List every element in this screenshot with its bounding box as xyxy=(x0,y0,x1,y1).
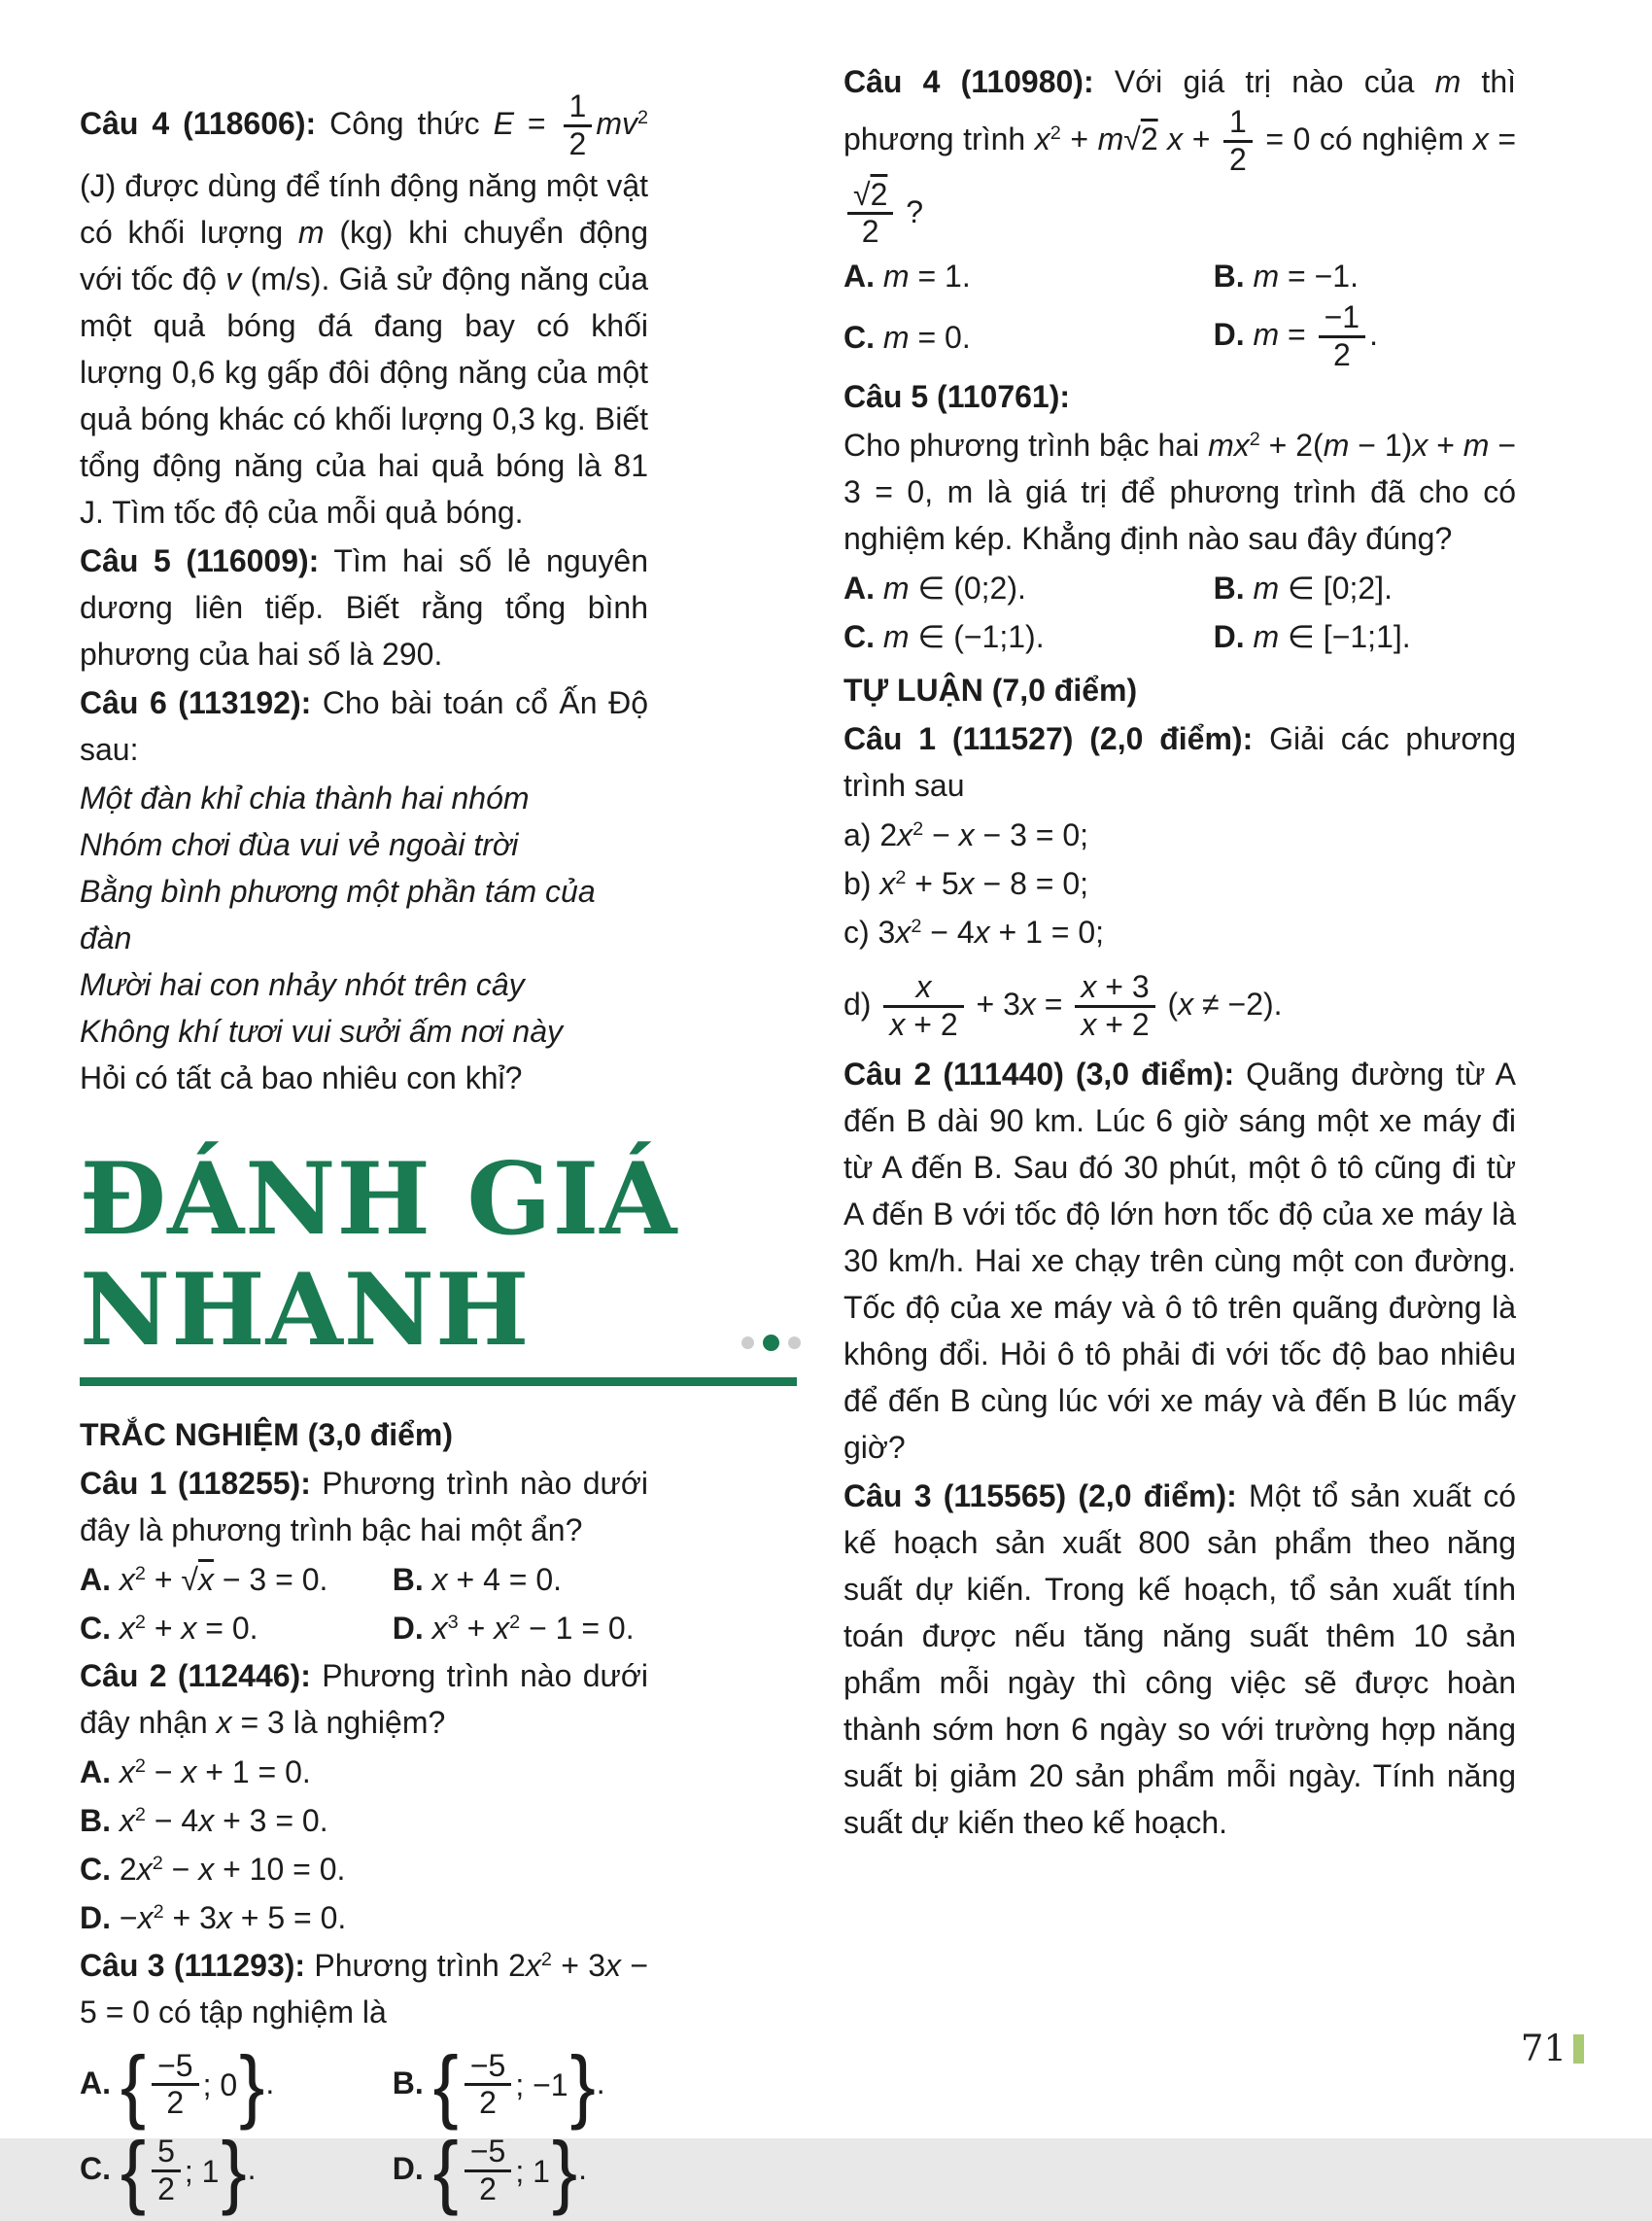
question-paragraph: Câu 2 (111440) (3,0 điểm): Quãng đường từ A đến B dài 90 km. Lúc 6 giờ sáng một xe máy đi từ A đến B. Sau đó 30 phút, một ô tô cũng đi từ A đến B với tốc độ lớn hơn tốc độ của xe máy là 30 km/h. Hai xe chạy trên cùng một con đường. Tốc độ của xe máy và ô tô trên quãng đường là không đổi. Hỏi ô tô phải đi với tốc độ bao nhiêu để đến B cùng lúc với xe máy và đến B lúc mấy giờ? xyxy=(843,1056,1516,1465)
equation-item: a) $2x^2 - x - 3 = 0$; xyxy=(843,816,1089,852)
answer-option: C. $2x^2 - x + 10 = 0$. xyxy=(80,1851,346,1887)
question-paragraph: Câu 5 (116009): Tìm hai số lẻ nguyên dương liên tiếp. Biết rằng tổng bình phương của hai số là 290. xyxy=(80,542,649,672)
dot-icon xyxy=(741,1336,754,1349)
answer-option: B. $x^2 - 4x + 3 = 0$. xyxy=(80,1802,328,1838)
answer-option: D. m ∈ [−1;1]. xyxy=(1213,618,1411,654)
answer-option: B. m ∈ [0;2]. xyxy=(1213,570,1393,606)
answer-options-row xyxy=(80,2038,648,2132)
page-number: 71 xyxy=(1520,2028,1566,2069)
answer-option: A. $x^2 - x + 1 = 0$. xyxy=(80,1753,311,1789)
answer-option: D. $x^3 + x^2 - 1 = 0$. xyxy=(392,1610,635,1646)
section-heading: TỰ LUẬN (7,0 điểm) xyxy=(843,672,1138,708)
poem-line: Nhóm chơi đùa vui vẻ ngoài trời xyxy=(80,826,519,862)
answer-option: A. $x^2 + √x - 3 = 0$. xyxy=(80,1561,328,1597)
text-line: Hỏi có tất cả bao nhiêu con khỉ? xyxy=(80,1059,523,1095)
page-number-marker-icon xyxy=(1573,2034,1584,2064)
poem-line: Không khí tươi vui sưởi ấm nơi này xyxy=(80,1013,564,1049)
decorative-dots xyxy=(733,1335,801,1351)
answer-option: D. { $\frac{-5}{2}$ ; 1 } . xyxy=(392,2124,587,2217)
answer-option: A. m = 1. xyxy=(843,259,971,295)
equation-item: d) $\frac{x}{x + 2}$ + 3x = $\frac{x + 3}{x + 2}$ (x ≠ −2). xyxy=(843,968,1283,1042)
question-paragraph: Câu 5 (110761): xyxy=(843,378,1071,414)
question-paragraph: Câu 6 (113192): Cho bài toán cổ Ấn Độ sau: xyxy=(80,684,649,767)
dot-icon xyxy=(788,1336,801,1349)
question-paragraph: Câu 4 (110980): Với giá trị nào của m thì phương trình $x^2 + m√2$ x + $\frac{1}{2}$ = 0 có nghiệm x = $\frac{√2}{2}$ ? xyxy=(843,64,1517,250)
answer-option: D. $-x^2 + 3x + 5 = 0$. xyxy=(80,1899,347,1935)
assessment-title xyxy=(80,1140,797,1386)
equation-item: c) $3x^2 - 4x + 1 = 0$; xyxy=(843,914,1105,950)
section-heading: TRẮC NGHIỆM (3,0 điểm) xyxy=(80,1416,454,1452)
answer-option: D. m = $\frac{-1}{2}$ . xyxy=(1213,299,1378,373)
answer-option: A. m ∈ (0;2). xyxy=(843,570,1026,606)
answer-option: C. m = 0. xyxy=(843,319,971,355)
answer-options-row xyxy=(80,2124,648,2217)
question-paragraph: Câu 2 (112446): Phương trình nào dưới đây nhận x = 3 là nghiệm? xyxy=(80,1657,649,1740)
answer-options-row xyxy=(843,300,1516,373)
answer-option: B. x + 4 = 0. xyxy=(392,1561,563,1597)
dot-icon xyxy=(763,1335,779,1351)
left-column xyxy=(80,88,678,2221)
answer-options-row xyxy=(80,1555,648,1604)
assessment-title-line: NHANH xyxy=(80,1251,531,1369)
answer-option: C. $x^2 + x = 0$. xyxy=(80,1610,258,1646)
poem-line: Bằng bình phương một phần tám của đàn xyxy=(80,873,596,955)
answer-option: B. m = −1. xyxy=(1213,259,1359,295)
equation-item: b) $x^2 + 5x - 8 = 0$; xyxy=(843,865,1089,901)
question-paragraph: Câu 3 (115565) (2,0 điểm): Một tổ sản xuất có kế hoạch sản xuất 800 sản phẩm theo năng suất dự kiến. Trong kế hoạch, tổ sản xuất tính toán được nếu tăng năng suất thêm 10 sản phẩm mỗi ngày thì công việc sẽ được hoàn thành sớm hơn 6 ngày so với trường hợp năng suất bị giảm 20 sản phẩm mỗi ngày. Tính năng suất dự kiến theo kế hoạch. xyxy=(843,1477,1517,1840)
answer-option: A. { $\frac{-5}{2}$ ; 0 } . xyxy=(80,2038,275,2132)
answer-options-row xyxy=(80,1604,648,1652)
answer-options-row xyxy=(843,252,1516,300)
answer-options-row xyxy=(843,612,1516,661)
poem-line: Một đàn khỉ chia thành hai nhóm xyxy=(80,780,530,816)
question-paragraph: Câu 1 (118255): Phương trình nào dưới đây là phương trình bậc hai một ẩn? xyxy=(80,1465,649,1547)
question-paragraph: Câu 1 (111527) (2,0 điểm): Giải các phương trình sau xyxy=(843,720,1517,803)
assessment-title-line: ĐÁNH GIÁ xyxy=(80,1140,678,1258)
page-footer xyxy=(1428,2028,1584,2069)
answer-option: B. { $\frac{-5}{2}$ ; −1 } . xyxy=(392,2038,605,2132)
poem-line: Mười hai con nhảy nhót trên cây xyxy=(80,966,525,1002)
right-column xyxy=(843,58,1516,1848)
answer-option: C. { $\frac{5}{2}$ ; 1 } . xyxy=(80,2124,257,2217)
title-underline xyxy=(80,1377,797,1386)
answer-options-row xyxy=(843,564,1516,612)
question-paragraph: Câu 3 (111293): Phương trình $2x^2 + 3x - 5 = 0$ có tập nghiệm là xyxy=(80,1947,649,2030)
answer-option: C. m ∈ (−1;1). xyxy=(843,618,1045,654)
question-paragraph: Cho phương trình bậc hai $mx^2 + 2(m - 1)x + m - 3 = 0$, m là giá trị để phương trình đã cho có nghiệm kép. Khẳng định nào sau đây đúng? xyxy=(843,427,1517,556)
question-paragraph: Câu 4 (118606): Công thức E = $\frac{1}{2}$ $mv^2$ (J) được dùng để tính động năng một vật có khối lượng m (kg) khi chuyển động với tốc độ v (m/s). Giả sử động năng của một quả bóng đá đang bay có khối lượng 0,6 kg gấp đôi động năng của một quả bóng khác có khối lượng 0,3 kg. Biết tổng động năng của hai quả bóng là 81 J. Tìm tốc độ của mỗi quả bóng. xyxy=(80,88,649,530)
